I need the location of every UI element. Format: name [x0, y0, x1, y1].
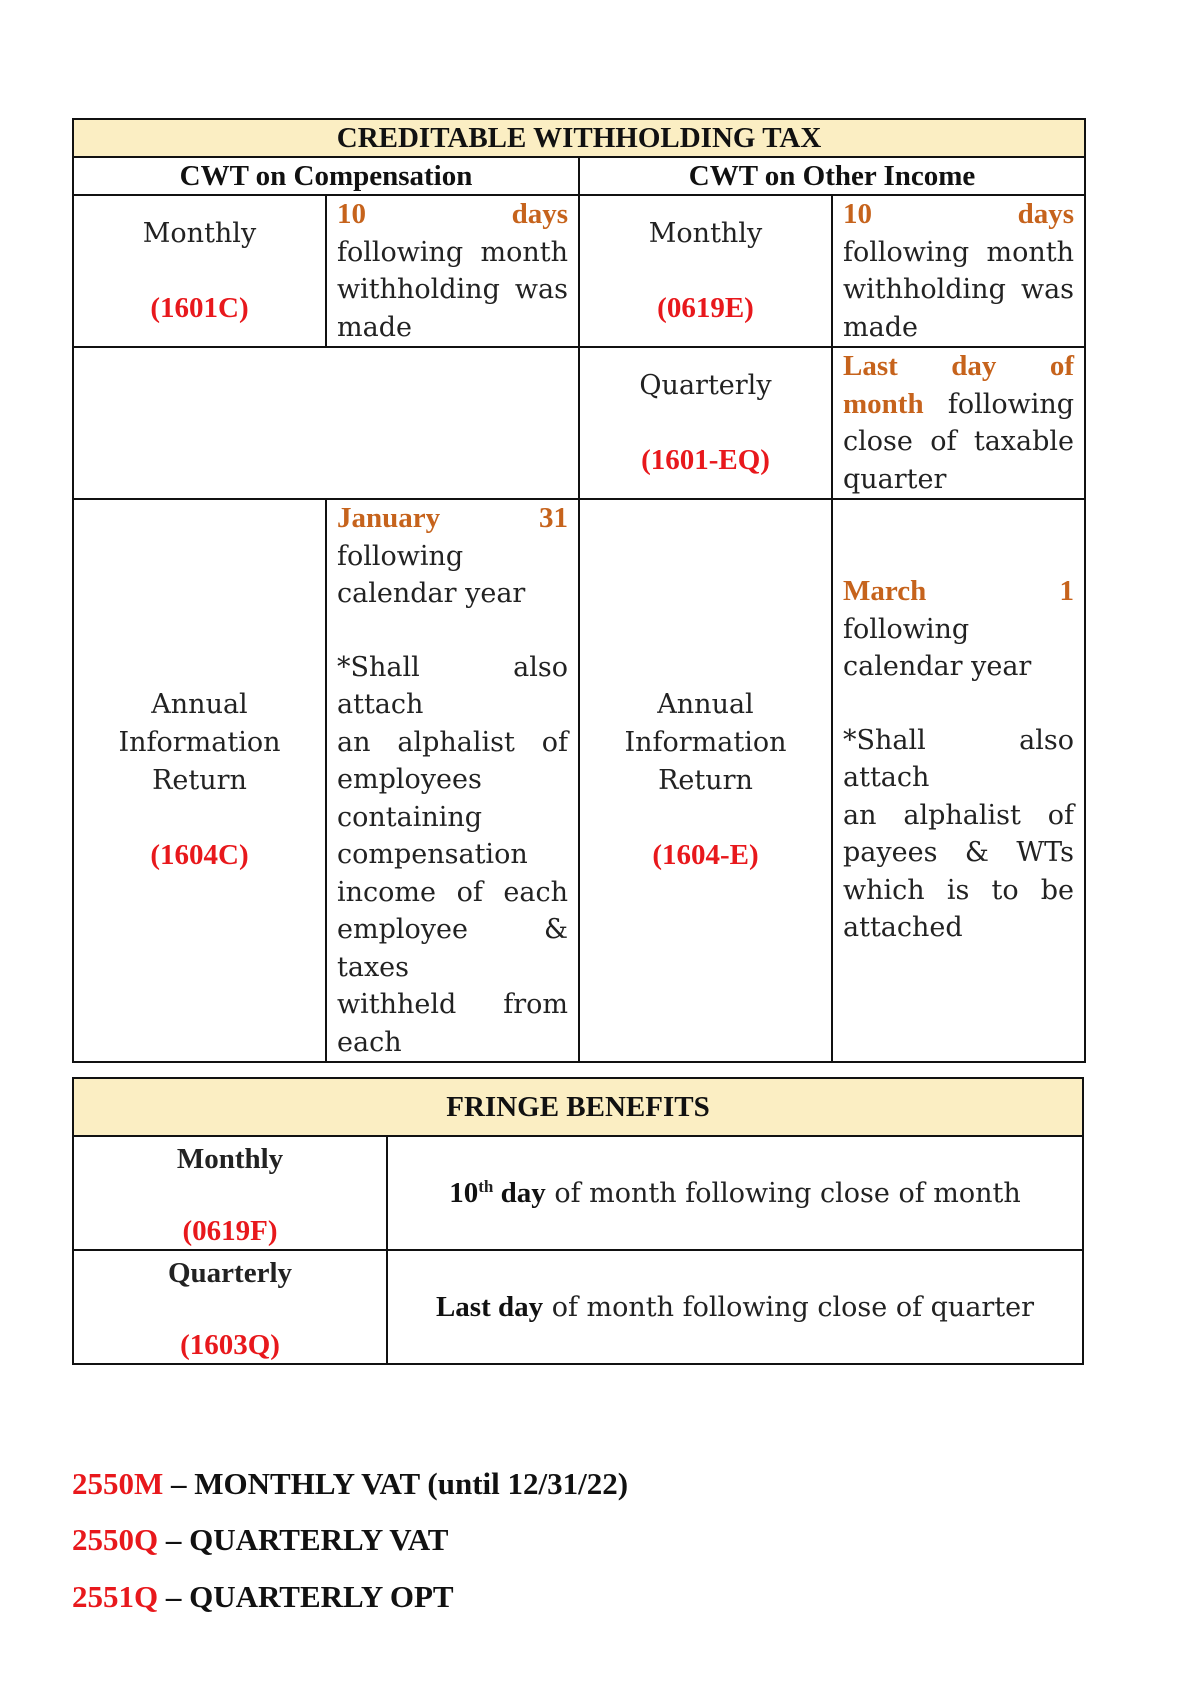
form-code: (1603Q)	[180, 1329, 280, 1361]
deadline-text: withholding was	[843, 274, 1075, 305]
deadline-highlight: Last day of	[843, 350, 1075, 382]
form-code: (1604-E)	[652, 839, 759, 871]
deadline-text: made	[843, 311, 918, 343]
deadline-text: withheld from	[337, 989, 568, 1020]
deadline-text: following month	[843, 236, 1075, 268]
ordinal-suffix: th	[478, 1176, 494, 1196]
compensation-monthly-deadline	[326, 195, 579, 347]
vat-text: – MONTHLY VAT (until 12/31/22)	[163, 1466, 629, 1501]
deadline-text: withholding was	[337, 274, 568, 305]
deadline-highlight: 10	[843, 198, 872, 230]
vat-line-monthly	[72, 1466, 628, 1502]
deadline-text: of month following close of quarter	[543, 1291, 1035, 1323]
deadline-text: quarter	[843, 463, 947, 495]
opt-line-quarterly	[72, 1579, 454, 1615]
deadline-bold: 10	[449, 1176, 479, 1209]
other-income-quarterly-deadline	[832, 347, 1085, 499]
frequency-label: Quarterly	[639, 369, 772, 401]
other-income-quarterly-cell	[579, 347, 832, 499]
other-income-monthly-deadline	[832, 195, 1085, 347]
deadline-text: following	[923, 388, 1075, 420]
fringe-monthly-deadline	[387, 1136, 1083, 1250]
form-code: 2550Q	[72, 1522, 159, 1557]
deadline-text: containing	[337, 801, 483, 833]
frequency-label: Monthly	[176, 1143, 284, 1175]
cwt-compensation-heading: CWT on Compensation	[73, 157, 579, 195]
form-code: (1601C)	[150, 291, 249, 324]
compensation-annual-deadline	[326, 499, 579, 1062]
deadline-text: payees & WTs	[843, 837, 1075, 868]
frequency-label: Annual	[151, 689, 248, 720]
deadline-text: attached	[843, 912, 963, 943]
deadline-text: compensation	[337, 839, 528, 870]
fringe-monthly-cell	[73, 1136, 387, 1250]
frequency-label: Monthly	[648, 217, 763, 249]
form-code: (0619F)	[182, 1215, 278, 1247]
deadline-text: of month following close of month	[545, 1177, 1021, 1209]
deadline-text: an alphalist of	[843, 799, 1075, 831]
deadline-text: following	[337, 540, 464, 572]
frequency-label: Annual	[657, 689, 754, 720]
vat-line-quarterly	[72, 1522, 448, 1558]
cwt-title: CREDITABLE WITHHOLDING TAX	[73, 119, 1085, 157]
deadline-text: calendar year	[337, 578, 526, 609]
compensation-monthly-cell	[73, 195, 326, 347]
deadline-text: each	[337, 1026, 402, 1058]
deadline-highlight: days	[511, 198, 568, 230]
form-code: 2551Q	[72, 1579, 159, 1614]
frequency-label: Monthly	[142, 217, 257, 249]
deadline-text: *Shall also attach	[337, 651, 568, 720]
deadline-bold: Last day	[435, 1290, 544, 1323]
deadline-text: an alphalist of	[337, 726, 568, 758]
form-code: (0619E)	[657, 291, 754, 324]
deadline-highlight: 1	[1059, 575, 1075, 607]
vat-text: – QUARTERLY VAT	[158, 1522, 449, 1557]
other-income-annual-deadline	[832, 499, 1085, 1062]
cwt-table	[72, 118, 1086, 1063]
fringe-title: FRINGE BENEFITS	[73, 1078, 1083, 1136]
deadline-text: employee & taxes	[337, 914, 568, 983]
empty-cell	[73, 347, 579, 499]
deadline-highlight: days	[1017, 198, 1075, 230]
frequency-label: Return	[152, 765, 247, 796]
deadline-text: *Shall also attach	[843, 724, 1075, 793]
deadline-highlight: month	[843, 387, 924, 420]
deadline-text: following month	[337, 236, 568, 268]
compensation-annual-cell	[73, 499, 326, 1062]
form-code: 2550M	[72, 1466, 164, 1501]
deadline-text: employees	[337, 764, 482, 795]
other-income-annual-cell	[579, 499, 832, 1062]
form-code: (1601-EQ)	[641, 443, 770, 476]
frequency-label: Quarterly	[167, 1257, 292, 1289]
form-code: (1604C)	[150, 839, 249, 871]
vat-text: – QUARTERLY OPT	[158, 1579, 454, 1614]
fringe-quarterly-cell	[73, 1250, 387, 1364]
fringe-benefits-table	[72, 1077, 1084, 1365]
deadline-bold: day	[493, 1176, 546, 1209]
deadline-text: following	[843, 613, 970, 645]
deadline-text: calendar year	[843, 651, 1032, 682]
deadline-text: close of taxable	[843, 426, 1075, 457]
deadline-highlight: 10	[337, 198, 366, 230]
deadline-text: made	[337, 311, 412, 343]
fringe-quarterly-deadline	[387, 1250, 1083, 1364]
other-income-monthly-cell	[579, 195, 832, 347]
frequency-label: Information	[624, 727, 787, 758]
frequency-label: Return	[658, 765, 753, 796]
deadline-highlight: January	[337, 502, 441, 534]
deadline-highlight: March	[843, 575, 927, 607]
deadline-highlight: 31	[539, 502, 568, 534]
deadline-text: which is to be	[843, 874, 1075, 906]
cwt-other-income-heading: CWT on Other Income	[579, 157, 1085, 195]
frequency-label: Information	[118, 727, 281, 758]
deadline-text: income of each	[337, 876, 568, 908]
